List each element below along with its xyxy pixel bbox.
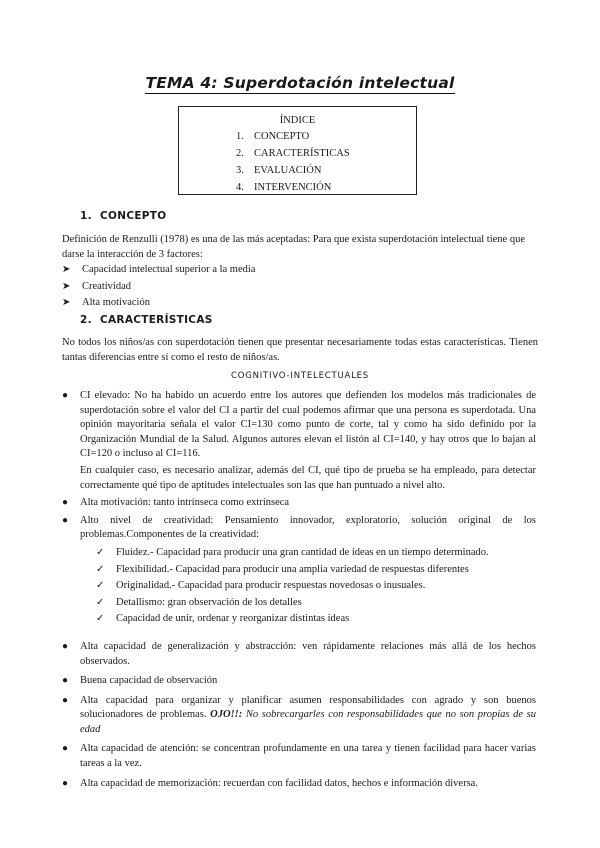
index-box <box>178 106 417 195</box>
index-item: 2. CARACTERÍSTICAS <box>236 148 350 159</box>
list-item: ✓ Originalidad.- Capacidad para producir respuestas novedosas o inusuales. <box>88 578 536 595</box>
list-item: ● Alta capacidad para organizar y planificar asumen responsabilidades con agrado y son buenos solucionadores de problemas. OJO!!: No sobrecargarles con responsabilidades que no son propias de su edad <box>62 694 537 735</box>
list-item: ✓ Capacidad de unir, ordenar y reorganizar distintas ideas <box>88 611 536 628</box>
checkmark-icon: ✓ <box>96 546 105 558</box>
bullet-icon: ● <box>62 497 69 509</box>
bullet-icon: ● <box>62 675 69 687</box>
cognitive-traits-list <box>62 389 536 791</box>
index-item: 1. CONCEPTO <box>236 131 310 142</box>
checkmark-icon: ✓ <box>96 596 105 608</box>
bullet-icon: ● <box>62 694 69 706</box>
subheading-cognitivo: COGNITIVO-INTELECTUALES <box>230 371 370 381</box>
list-item: ● Alto nivel de creatividad: Pensamiento innovador, exploratorio, solución original de los problemas.Componentes de la creatividad: <box>62 514 536 541</box>
arrow-bullet-icon: ➤ <box>62 264 71 275</box>
list-item: ✓ Flexibilidad.- Capacidad para producir una amplia variedad de respuestas diferentes <box>88 562 536 579</box>
ojo-warning: OJO!!: <box>210 709 243 721</box>
list-item: ➤ Capacidad intelectual superior a la media <box>62 262 255 279</box>
bullet-icon: ● <box>62 390 69 401</box>
list-item: ● Alta capacidad de memorización: recuerdan con facilidad datos, hechos e información diversa. <box>62 777 536 792</box>
bullet-icon: ● <box>62 640 69 652</box>
index-list <box>179 128 416 196</box>
document-title: TEMA 4: Superdotación intelectual <box>145 74 455 92</box>
index-heading: ÍNDICE <box>279 115 316 126</box>
section-heading-caracteristicas: 2. CARACTERÍSTICAS <box>80 314 213 326</box>
list-item: ➤ Alta motivación <box>62 295 255 312</box>
caracteristicas-intro: No todos los niños/as con superdotación tienen que presentar necesariamente todas estas características. Tienen tantas diferencias entre sí como el resto de niños/as. <box>62 337 538 363</box>
bullet-icon: ● <box>62 514 69 526</box>
section-heading-concepto: 1. CONCEPTO <box>80 210 167 222</box>
bullet-icon: ● <box>62 777 69 789</box>
list-item: ✓ Detallismo: gran observación de los detalles <box>88 595 536 612</box>
list-item: ● Alta motivación: tanto intrínseca como extrínseca <box>62 496 536 511</box>
arrow-bullet-icon: ➤ <box>62 297 71 308</box>
list-item: ✓ Fluidez.- Capacidad para producir una gran cantidad de ideas en un tiempo determinado. <box>88 545 536 562</box>
list-item: ● Buena capacidad de observación <box>62 674 536 689</box>
checkmark-icon: ✓ <box>96 580 105 592</box>
checkmark-icon: ✓ <box>96 613 105 625</box>
list-item: ● Alta capacidad de atención: se concentran profundamente en una tarea y tienen facilidad para hacer varias tareas a la vez. <box>62 743 536 770</box>
factors-list <box>62 262 255 312</box>
index-item: 4. INTERVENCIÓN <box>236 182 332 193</box>
list-item: ● CI elevado: No ha habido un acuerdo entre los autores que defienden los modelos más tradicionales de superdotación sobre el valor del CI a partir del cual podemos afirmar que una persona es superdotada. Una opinión mayoritaria señala el valor CI=130 como punto de corte, tal y como ha sido definido por la Organización Mundial de la Salud. Algunos autores elevan el listón al CI=140, y hay otros que lo bajan al CI=120 o incluso al CI=116. En cualquier caso, es necesario analizar, además del CI, qué tipo de prueba se ha empleado, para detectar correctamente qué tipo de aptitudes intelectuales son las que han puntuado a nivel alto. <box>62 390 536 491</box>
checkmark-icon: ✓ <box>96 563 105 575</box>
arrow-bullet-icon: ➤ <box>62 280 71 292</box>
index-item: 3. EVALUACIÓN <box>236 165 322 176</box>
bullet-icon: ● <box>62 743 69 755</box>
ojo-text: No sobrecargarles con responsabilidades que no son propias de su edad <box>80 709 537 735</box>
concepto-intro: Definición de Renzulli (1978) es una de las más aceptadas: Para que exista superdotación intelectual tiene que darse la interacción de 3 factores: <box>62 234 525 260</box>
creativity-components-list <box>62 545 536 628</box>
list-item: ● Alta capacidad de generalización y abstracción: ven rápidamente relaciones más allá de los hechos observados. <box>62 640 536 667</box>
list-item: ➤ Creatividad <box>62 279 255 296</box>
